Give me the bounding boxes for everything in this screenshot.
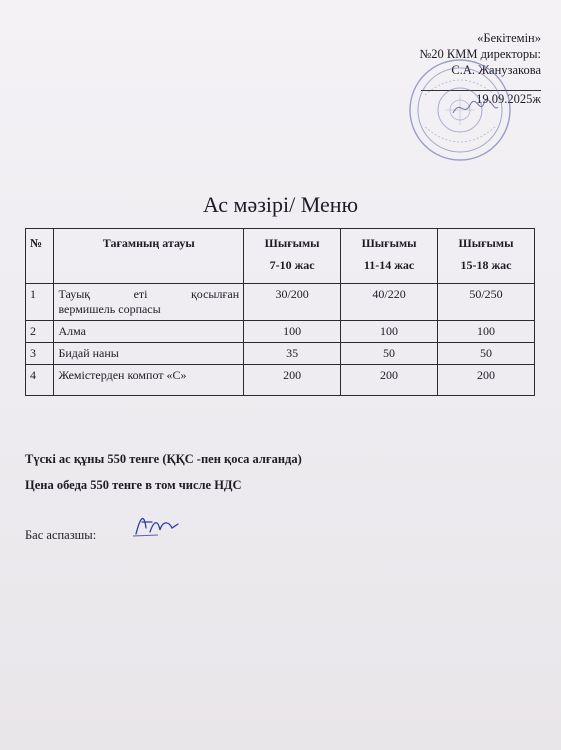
- menu-table: [25, 228, 535, 396]
- table-row: [26, 343, 535, 365]
- chef-signature: [128, 508, 183, 540]
- portion-11-14: 50: [341, 343, 438, 365]
- price-kazakh: Түскі ас құны 550 тенге (ҚҚС -пен қоса алғанда): [25, 452, 302, 466]
- row-num: 2: [26, 321, 54, 343]
- dish-name: [54, 284, 244, 321]
- dish-name: Алма: [54, 321, 244, 343]
- table-row: [26, 321, 535, 343]
- header-name: Тағамның атауы: [54, 229, 244, 284]
- page-title: Ас мәзірі/ Меню: [202, 192, 359, 217]
- portion-15-18: 100: [438, 321, 535, 343]
- portion-7-10: 30/200: [244, 284, 341, 321]
- header-q1-age: 7-10 жас: [269, 258, 315, 272]
- header-q2: [341, 229, 438, 284]
- portion-11-14: 40/220: [341, 284, 438, 321]
- header-q2-label: Шығымы: [361, 236, 417, 250]
- approval-date: 19.09.2025ж: [421, 90, 541, 107]
- header-q1: [244, 229, 341, 284]
- table-header-row: [26, 229, 535, 284]
- dish-name: Бидай наны: [54, 343, 244, 365]
- portion-7-10: 35: [244, 343, 341, 365]
- header-q3-label: Шығымы: [458, 236, 514, 250]
- approval-position: №20 КММ директоры:: [419, 47, 541, 61]
- header-num: №: [26, 229, 54, 284]
- portion-7-10: 100: [244, 321, 341, 343]
- portion-11-14: 100: [341, 321, 438, 343]
- portion-15-18: 200: [438, 365, 535, 396]
- approval-name: С.А. Жанузакова: [451, 63, 541, 77]
- dish-name-line2: вермишель сорпасы: [58, 302, 161, 316]
- portion-11-14: 200: [341, 365, 438, 396]
- header-q2-age: 11-14 жас: [363, 258, 415, 272]
- row-num: 1: [26, 284, 54, 321]
- header-q3-age: 15-18 жас: [460, 258, 512, 272]
- director-signature: [450, 95, 500, 121]
- row-num: 4: [26, 365, 54, 396]
- chef-label: Бас аспазшы:: [25, 528, 97, 542]
- approval-label: «Бекітемін»: [477, 31, 541, 45]
- header-q1-label: Шығымы: [264, 236, 320, 250]
- portion-15-18: 50: [438, 343, 535, 365]
- table-row: [26, 365, 535, 396]
- row-num: 3: [26, 343, 54, 365]
- portion-15-18: 50/250: [438, 284, 535, 321]
- price-russian: Цена обеда 550 тенге в том числе НДС: [25, 478, 242, 492]
- dish-name: Жемістерден компот «С»: [54, 365, 244, 396]
- portion-7-10: 200: [244, 365, 341, 396]
- header-q3: [438, 229, 535, 284]
- dish-name-line1: Тауық еті қосылған: [58, 287, 240, 301]
- table-row: [26, 284, 535, 321]
